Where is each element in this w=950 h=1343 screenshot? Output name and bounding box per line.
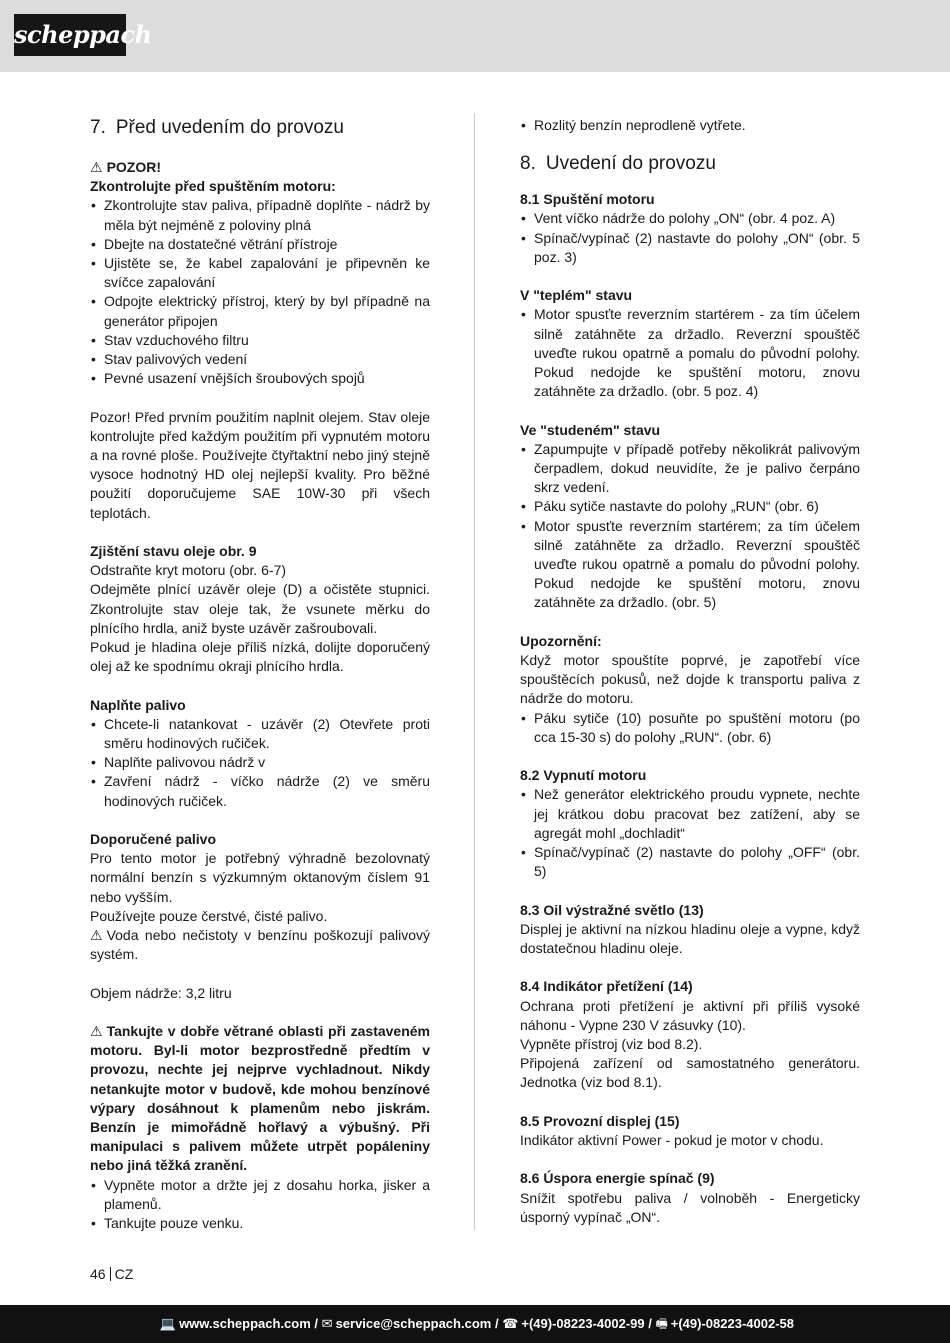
section-7-title: Před uvedením do provozu xyxy=(115,117,344,138)
recommended-fuel-title: Doporučené palivo xyxy=(90,831,217,848)
section-8-heading xyxy=(520,152,860,176)
check-list xyxy=(90,196,430,388)
warning-triangle-icon: ⚠ xyxy=(90,927,103,944)
list-item: • Motor spusťte reverzním startérem; za tím účelem silně zatáhněte za držadlo. Reverzní spouštěč uveďte rukou opatrně a pomalu do původní polohy. Pokud nedojde ke spuštění motoru, znovu zatáhněte za držadlo. (obr. 5) xyxy=(520,517,860,613)
cold-list xyxy=(520,440,860,613)
stop-title: 8.2 Vypnutí motoru xyxy=(520,767,647,784)
oil-check-title: Zjištění stavu oleje obr. 9 xyxy=(90,543,257,560)
section-8-number: 8. xyxy=(520,153,536,175)
contact-line xyxy=(160,1315,794,1333)
email-link[interactable]: service@scheppach.com xyxy=(335,1316,492,1331)
overload-line: Ochrana proti přetížení je aktivní při příliš vysoké náhonu - Vypne 230 V zásuvky (10). xyxy=(520,997,860,1033)
refuel-warning-text: Tankujte v dobře větrané oblasti při zastaveném motoru. Byl-li motor bezprostředně předtím v provozu, nechte jej nejprve vychladnout. Nikdy netankujte motor v budově, kde mohou benzínové výpary dosáhnout k plamenům nebo jiskrám. Benzín je mimořádně hořlavý a výbušný. Při manipulaci s palivem můžete utrpět popáleniny nebo jiná těžká zranění. xyxy=(90,1023,430,1174)
list-item: • Rozlitý benzín neprodleně vytřete. xyxy=(520,116,860,135)
list-item: • Zkontrolujte stav paliva, případně doplňte - nádrž by měla být nejméně z poloviny plná xyxy=(90,196,430,234)
email-icon: ✉ xyxy=(321,1316,333,1331)
website-link[interactable]: www.scheppach.com xyxy=(179,1316,311,1331)
warning-triangle-icon: ⚠ xyxy=(90,1023,103,1040)
column-divider xyxy=(474,113,475,1230)
list-item: • Ujistěte se, že kabel zapalování je připevněn ke svíčce zapalování xyxy=(90,254,430,292)
computer-icon: 💻 xyxy=(159,1316,177,1331)
list-item: • Spínač/vypínač (2) nastavte do polohy „ON“ (obr. 5 poz. 3) xyxy=(520,229,860,267)
cold-title: Ve "studeném" stavu xyxy=(520,421,661,438)
fax-number: +(49)-08223-4002-58 xyxy=(670,1316,794,1331)
header-band xyxy=(0,0,950,72)
recommended-fuel-paragraph: Pro tento motor je potřebný výhradně bezolovnatý normální benzín s výzkumným oktanovým číslem 91 nebo vyšším. xyxy=(90,850,430,905)
list-item: • Dbejte na dostatečné větrání přístroje xyxy=(90,235,430,254)
list-item: • Chcete-li natankovat - uzávěr (2) Otevřete proti směru hodinových ručiček. xyxy=(90,715,430,753)
stop-list xyxy=(520,785,860,881)
list-item: • Naplňte palivovou nádrž v xyxy=(90,753,430,772)
oil-check-line: Odstraňte kryt motoru (obr. 6-7) xyxy=(90,562,287,579)
section-7-heading xyxy=(90,116,430,140)
refuel-warning xyxy=(90,1022,430,1176)
footer-bar xyxy=(0,1305,950,1343)
list-item: • Spínač/vypínač (2) nastavte do polohy „OFF“ (obr. 5) xyxy=(520,843,860,881)
tank-volume: Objem nádrže: 3,2 litru xyxy=(90,984,232,1001)
list-item: • Tankujte pouze venku. xyxy=(90,1214,430,1233)
eco-paragraph: Snížit spotřebu paliva / volnoběh - Energeticky úsporný vypínač „ON“. xyxy=(520,1189,860,1225)
oil-light-title: 8.3 Oil výstražné světlo (13) xyxy=(520,901,704,918)
fuel-title: Naplňte palivo xyxy=(90,696,186,713)
start-title: 8.1 Spuštění motoru xyxy=(520,191,655,208)
list-item: • Zapumpujte v případě potřeby několikrát palivovým čerpadlem, dokud neuvidíte, že je palivo čerpáno skrz vedení. xyxy=(520,440,860,498)
warning-label: POZOR! xyxy=(106,159,162,175)
fresh-fuel-note: Používejte pouze čerstvé, čisté palivo. xyxy=(90,907,328,924)
scheppach-logo: scheppach xyxy=(14,14,126,56)
phone-icon: ☎ xyxy=(502,1316,519,1331)
section-7-number: 7. xyxy=(90,117,106,138)
note-list xyxy=(520,709,860,747)
warm-title: V "teplém" stavu xyxy=(520,287,633,304)
page-number xyxy=(90,1265,133,1283)
list-item: • Zavření nádrž - víčko nádrže (2) ve směru hodinových ručiček. xyxy=(90,772,430,810)
water-warning-text: Voda nebo nečistoty v benzínu poškozují palivový systém. xyxy=(90,927,430,963)
list-item: • Stav palivových vedení xyxy=(90,350,430,369)
page-number-separator xyxy=(110,1267,111,1281)
note-title: Upozornění: xyxy=(520,632,602,649)
list-item: • Než generátor elektrického proudu vypnete, nechte jej krátkou dobu pracovat bez zatížení, aby se agregát mohl „dochladit“ xyxy=(520,785,860,843)
eco-title: 8.6 Úspora energie spínač (9) xyxy=(520,1170,715,1187)
fax-icon: 🖷 xyxy=(655,1316,668,1331)
right-column xyxy=(520,116,860,1227)
phone-number: +(49)-08223-4002-99 xyxy=(521,1316,645,1331)
overload-title: 8.4 Indikátor přetížení (14) xyxy=(520,978,693,995)
separator: / xyxy=(314,1316,322,1331)
left-column xyxy=(90,116,430,1233)
overload-line: Vypněte přístroj (viz bod 8.2). xyxy=(520,1036,703,1053)
warning-heading xyxy=(90,158,430,177)
list-item: • Stav vzduchového filtru xyxy=(90,331,430,350)
oil-paragraph: Pozor! Před prvním použitím naplnit olejem. Stav oleje kontrolujte před každým použitím při vypnutém motoru a na rovné ploše. Používejte čtyřtaktní nebo jiný stejně vysoce hodnotný HD olej nejlepší kvality. Pro běžné použití doporučujeme SAE 10W-30 při všech teplotách. xyxy=(90,408,430,521)
language-code: CZ xyxy=(114,1266,134,1282)
separator: / xyxy=(494,1316,503,1331)
list-item: • Páku sytiče (10) posuňte po spuštění motoru (po cca 15-30 s) do polohy „RUN“. (obr. 6) xyxy=(520,709,860,747)
oil-light-paragraph: Displej je aktivní na nízkou hladinu oleje a vypne, když dostatečnou hladinu oleje. xyxy=(520,920,860,957)
list-item: • Motor spusťte reverzním startérem - za tím účelem silně zatáhněte za držadlo. Reverzní spouštěč uveďte rukou opatrně a pomalu do původní polohy. Pokud nedojde ke spuštění motoru, znovu zatáhněte za držadlo. (obr. 5 poz. 4) xyxy=(520,305,860,401)
oil-check-line: Pokud je hladina oleje příliš nízká, dolijte doporučený olej až ke spodnímu okraji plnícího hrdla. xyxy=(90,639,430,675)
water-warning xyxy=(90,926,430,964)
list-item: • Odpojte elektrický přístroj, který by byl případně na generátor připojen xyxy=(90,292,430,330)
overload-line: Připojená zařízení od samostatného generátoru. Jednotka (viz bod 8.1). xyxy=(520,1055,860,1091)
list-item: • Vent víčko nádrže do polohy „ON“ (obr. 4 poz. A) xyxy=(520,209,860,228)
check-title: Zkontrolujte před spuštěním motoru: xyxy=(90,178,336,195)
start-list xyxy=(520,209,860,267)
list-item: • Páku sytiče nastavte do polohy „RUN“ (obr. 6) xyxy=(520,497,860,516)
spill-list xyxy=(520,116,860,135)
page-number-value: 46 xyxy=(90,1266,106,1282)
list-item: • Pevné usazení vnějších šroubových spojů xyxy=(90,369,430,388)
display-paragraph: Indikátor aktivní Power - pokud je motor v chodu. xyxy=(520,1132,824,1149)
fuel-list xyxy=(90,715,430,811)
warning-triangle-icon: ⚠ xyxy=(90,159,103,175)
display-title: 8.5 Provozní displej (15) xyxy=(520,1112,680,1129)
note-paragraph: Když motor spouštíte poprvé, je zapotřebí více spouštěcích pokusů, než dojde k transportu paliva z nádrže do motoru. xyxy=(520,652,860,707)
separator: / xyxy=(648,1316,656,1331)
list-item: • Vypněte motor a držte jej z dosahu horka, jisker a plamenů. xyxy=(90,1176,430,1214)
final-list xyxy=(90,1176,430,1234)
warm-list xyxy=(520,305,860,401)
oil-check-line: Odejměte plnící uzávěr oleje (D) a očistěte stupnici. Zkontrolujte stav oleje tak, že vsunete měrku do plnícího hrdla, aniž byste uzávěr zašroubovali. xyxy=(90,581,430,636)
section-8-title: Uvedení do provozu xyxy=(545,153,716,175)
